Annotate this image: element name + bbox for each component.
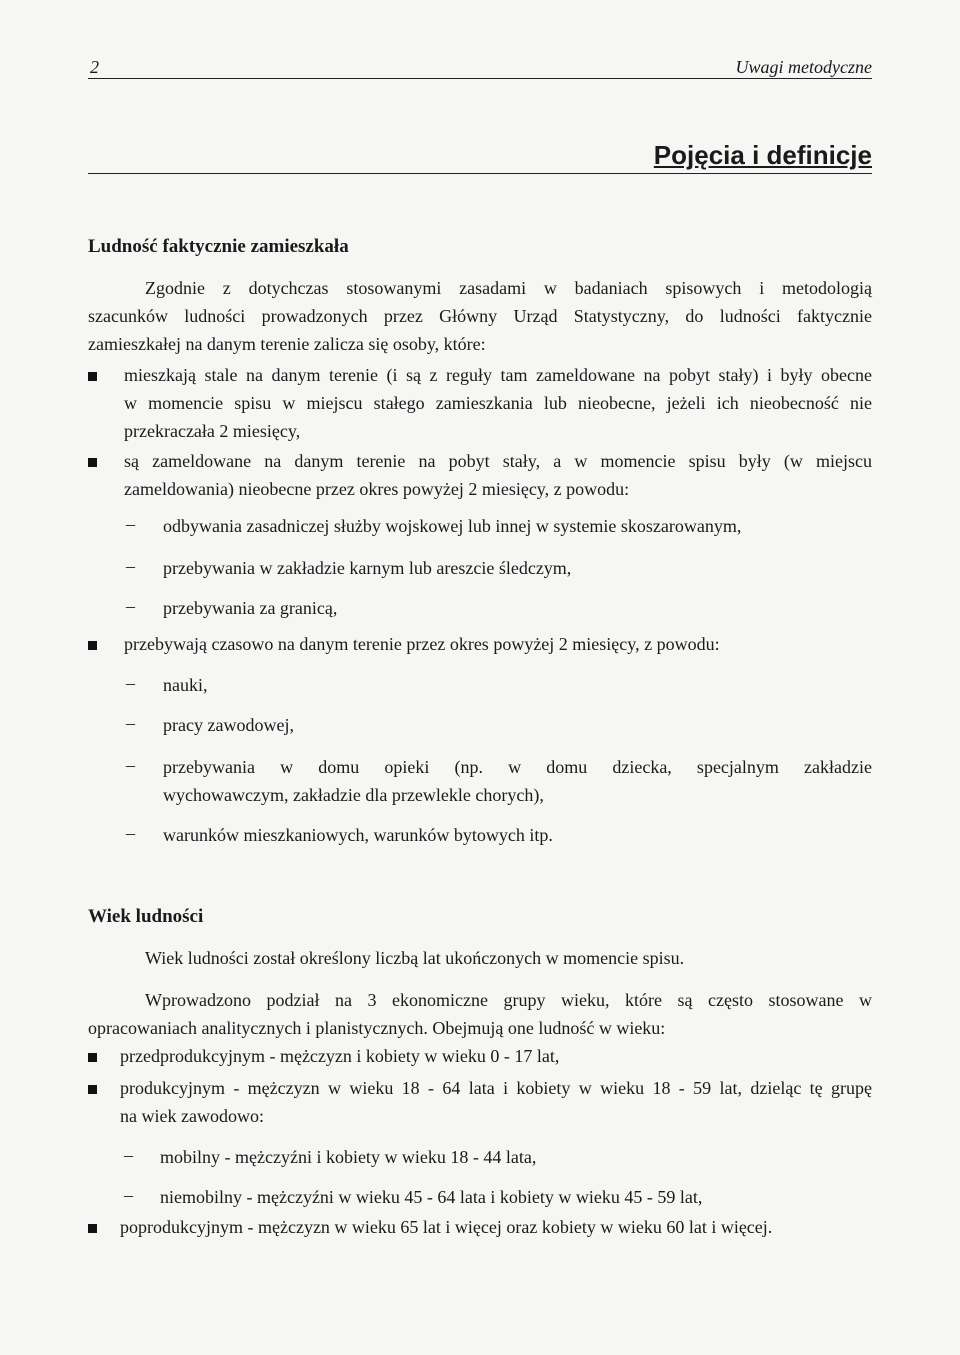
wiek-dash-1: mobilny - mężczyźni i kobiety w wieku 18 - 44 lata,	[160, 1147, 537, 1167]
intro-line-1: Zgodnie z dotychczas stosowanymi zasadami w badaniach spisowych i metodologią	[145, 278, 872, 298]
bullet3-dash-3-line-2: wychowawczym, zakładzie dla przewlekle chorych),	[163, 785, 544, 805]
dash-marker: –	[124, 1145, 133, 1165]
bullet1-line-3: przekraczała 2 miesięcy,	[124, 421, 301, 441]
wiek-para2-line-2: opracowaniach analitycznych i planistycznych. Obejmują one ludność w wieku:	[88, 1018, 666, 1038]
page-number: 2	[90, 57, 99, 77]
wiek-dash-2: niemobilny - mężczyźni w wieku 45 - 64 lata i kobiety w wieku 45 - 59 lat,	[160, 1187, 703, 1207]
bullet-square-icon	[88, 458, 97, 467]
wiek-bullet2-line-1: produkcyjnym - mężczyzn w wieku 18 - 64 lata i kobiety w wieku 18 - 59 lat, dzieląc tę grupę	[120, 1078, 872, 1098]
wiek-para1: Wiek ludności został określony liczbą lat ukończonych w momencie spisu.	[145, 948, 685, 968]
bullet2-dash-1: odbywania zasadniczej służby wojskowej lub innej w systemie skoszarowanym,	[163, 516, 742, 536]
intro-line-2: szacunków ludności prowadzonych przez Główny Urząd Statystyczny, do ludności faktycznie	[88, 306, 872, 326]
bullet1-line-1: mieszkają stale na danym terenie (i są z reguły tam zameldowane na pobyt stały) i były obecne	[124, 365, 872, 385]
header-rule	[88, 78, 872, 79]
running-title: Uwagi metodyczne	[735, 57, 872, 77]
heading-wiek: Wiek ludności	[88, 906, 204, 927]
wiek-bullet2-line-2: na wiek zawodowo:	[120, 1106, 264, 1126]
section-title: Pojęcia i definicje	[653, 140, 872, 170]
bullet2-dash-3: przebywania za granicą,	[163, 598, 338, 618]
bullet-square-icon	[88, 1085, 97, 1094]
section-rule	[88, 173, 872, 174]
bullet-square-icon	[88, 372, 97, 381]
dash-marker: –	[126, 673, 135, 693]
bullet3-dash-2: pracy zawodowej,	[163, 715, 294, 735]
dash-marker: –	[126, 713, 135, 733]
dash-marker: –	[126, 596, 135, 616]
dash-marker: –	[126, 514, 135, 534]
bullet3-dash-3-line-1: przebywania w domu opieki (np. w domu dziecka, specjalnym zakładzie	[163, 757, 872, 777]
wiek-bullet1: przedprodukcyjnym - mężczyzn i kobiety w wieku 0 - 17 lat,	[120, 1046, 560, 1066]
dash-marker: –	[126, 556, 135, 576]
bullet2-dash-2: przebywania w zakładzie karnym lub areszcie śledczym,	[163, 558, 572, 578]
heading-ludnosc: Ludność faktycznie zamieszkała	[88, 236, 349, 257]
bullet3-line: przebywają czasowo na danym terenie przez okres powyżej 2 miesięcy, z powodu:	[124, 634, 720, 654]
intro-line-3: zamieszkałej na danym terenie zalicza się osoby, które:	[88, 334, 486, 354]
dash-marker: –	[124, 1185, 133, 1205]
bullet2-line-1: są zameldowane na danym terenie na pobyt stały, a w momencie spisu były (w miejscu	[124, 451, 872, 471]
dash-marker: –	[126, 755, 135, 775]
bullet3-dash-4: warunków mieszkaniowych, warunków bytowych itp.	[163, 825, 553, 845]
wiek-bullet3: poprodukcyjnym - mężczyzn w wieku 65 lat i więcej oraz kobiety w wieku 60 lat i więcej.	[120, 1217, 773, 1237]
bullet3-dash-1: nauki,	[163, 675, 208, 695]
bullet1-line-2: w momencie spisu w miejscu stałego zamieszkania lub nieobecne, jeżeli ich nieobecność nie	[124, 393, 872, 413]
bullet-square-icon	[88, 641, 97, 650]
dash-marker: –	[126, 823, 135, 843]
bullet-square-icon	[88, 1053, 97, 1062]
bullet-square-icon	[88, 1224, 97, 1233]
bullet2-line-2: zameldowania) nieobecne przez okres powyżej 2 miesięcy, z powodu:	[124, 479, 630, 499]
wiek-para2-line-1: Wprowadzono podział na 3 ekonomiczne grupy wieku, które są często stosowane w	[145, 990, 872, 1010]
